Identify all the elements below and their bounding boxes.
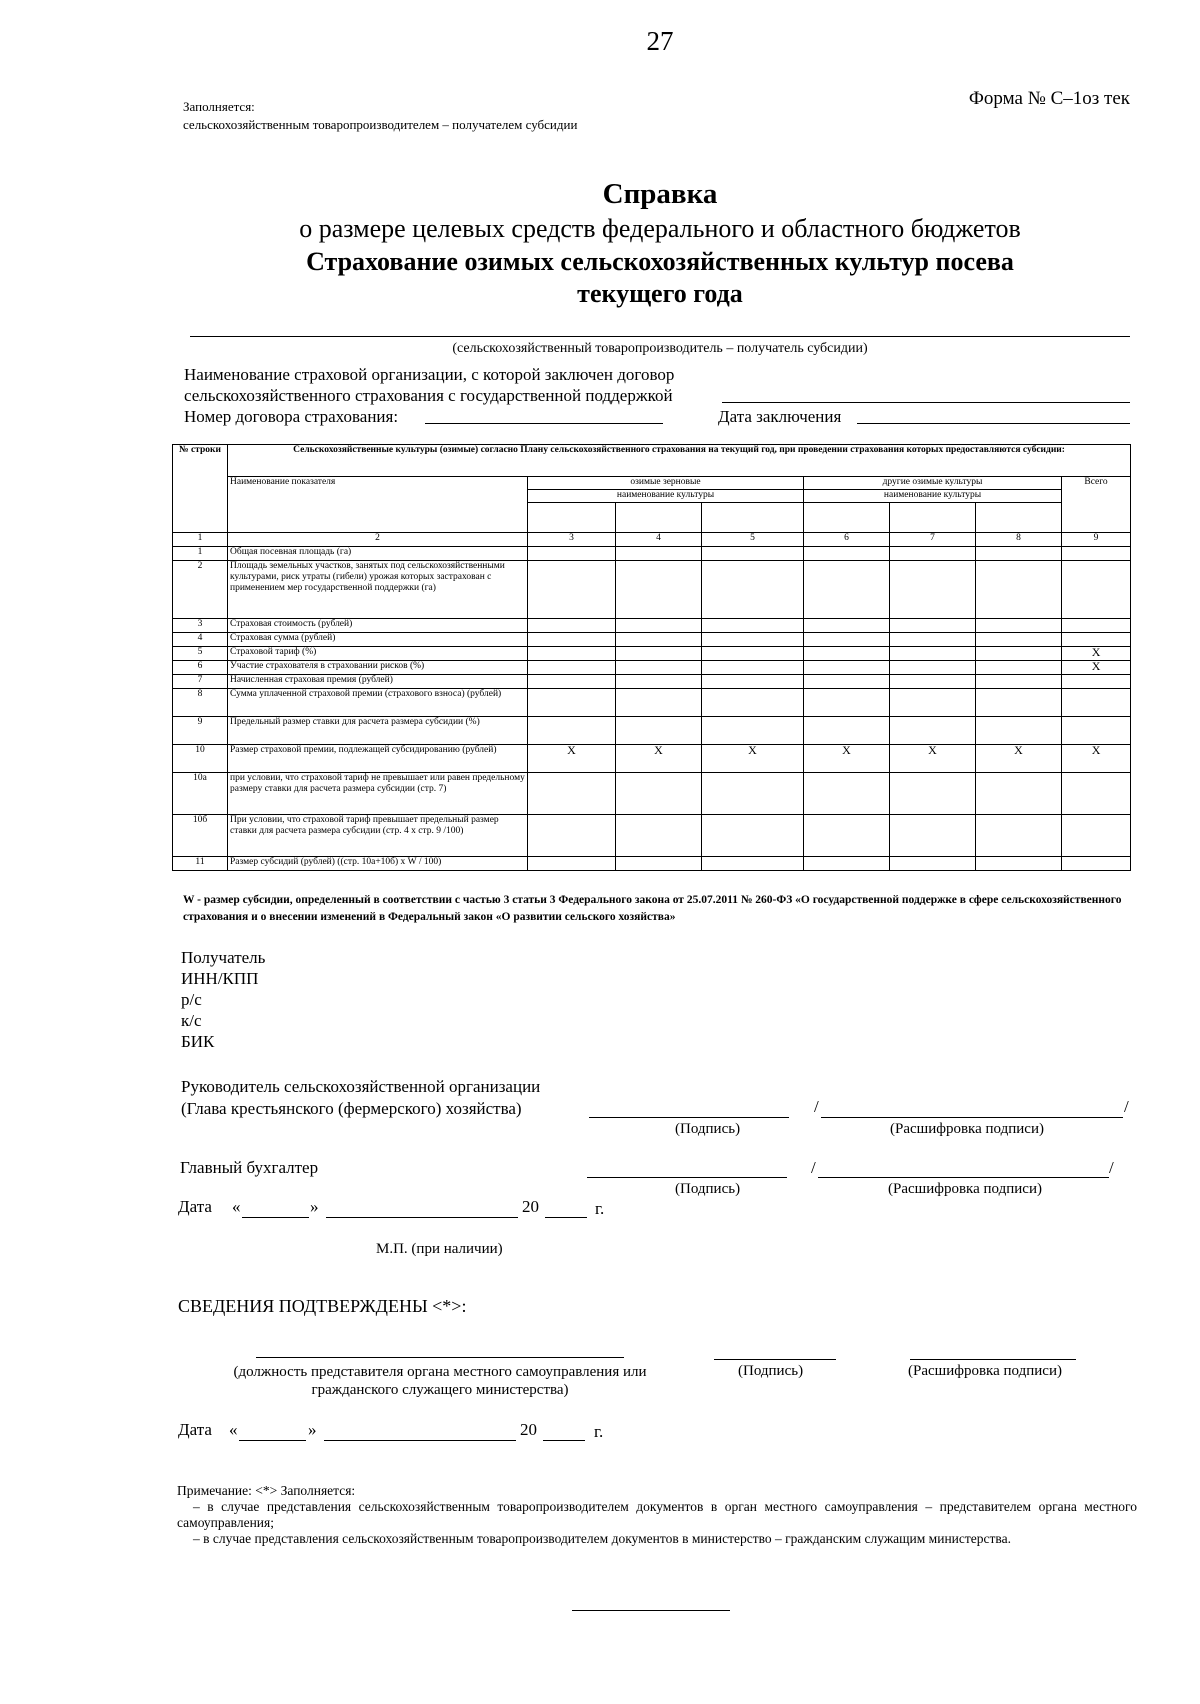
value-cell[interactable] (976, 773, 1062, 815)
date-label: Дата (178, 1197, 212, 1216)
row-number: 10а (173, 773, 228, 815)
quote-open: « (229, 1420, 238, 1439)
main-header: Сельскохозяйственные культуры (озимые) согласно Плану сельскохозяйственного страхования на текущий год, при проведении страхования которых предоставляются субсидии: (228, 445, 1131, 477)
value-cell[interactable] (890, 661, 976, 675)
crop-name-cell[interactable] (616, 503, 702, 533)
value-cell[interactable] (1062, 717, 1131, 745)
value-cell[interactable] (616, 689, 702, 717)
slash: / (1109, 1158, 1114, 1177)
row-number: 5 (173, 647, 228, 661)
value-cell[interactable] (804, 647, 890, 661)
value-cell[interactable] (1062, 857, 1131, 871)
value-cell[interactable]: Х (1062, 647, 1131, 661)
value-cell[interactable] (804, 561, 890, 619)
position-caption-1: (должность представителя органа местного самоуправления или (233, 1364, 647, 1380)
month-field[interactable] (324, 1440, 516, 1441)
value-cell[interactable] (616, 717, 702, 745)
column-number: 2 (228, 533, 528, 547)
page-number: 27 (646, 26, 674, 56)
crop-name-label-2: наименование культуры (804, 490, 1062, 503)
column-number: 7 (890, 533, 976, 547)
indicator-name: Сумма уплаченной страховой премии (страхового взноса) (рублей) (228, 689, 528, 717)
month-field[interactable] (326, 1217, 518, 1218)
accountant-signature-line[interactable] (587, 1177, 787, 1178)
insurer-label-1: Наименование страховой организации, с которой заключен договор (184, 365, 675, 384)
value-cell[interactable] (616, 773, 702, 815)
value-cell[interactable] (1062, 815, 1131, 857)
title-line4: текущего года (577, 279, 743, 308)
value-cell[interactable] (528, 857, 616, 871)
value-cell[interactable]: Х (528, 745, 616, 773)
slash: / (811, 1158, 816, 1177)
form-number: Форма № С–1оз тек (968, 88, 1130, 109)
column-number: 5 (702, 533, 804, 547)
value-cell[interactable] (528, 689, 616, 717)
contract-number-line[interactable] (425, 423, 663, 424)
value-cell[interactable] (976, 561, 1062, 619)
note-heading: Примечание: <*> Заполняется: (177, 1483, 356, 1498)
table-row (173, 675, 1131, 689)
column-number: 6 (804, 533, 890, 547)
table-row (173, 619, 1131, 633)
indicator-name: Участие страхователя в страховании рисков (%) (228, 661, 528, 675)
producer-caption: (сельскохозяйственный товаропроизводитель – получатель субсидии) (452, 341, 868, 356)
head-decoding-caption: (Расшифровка подписи) (890, 1121, 1044, 1137)
slash: / (814, 1097, 819, 1116)
confirmation-title: СВЕДЕНИЯ ПОДТВЕРЖДЕНЫ <*>: (178, 1296, 467, 1316)
value-cell[interactable] (976, 547, 1062, 561)
row-number: 7 (173, 675, 228, 689)
value-cell[interactable] (616, 857, 702, 871)
value-cell[interactable] (528, 773, 616, 815)
subsidy-table (172, 444, 1131, 871)
row-number: 4 (173, 633, 228, 647)
contract-date-line[interactable] (857, 423, 1130, 424)
value-cell[interactable] (1062, 619, 1131, 633)
confirm-signature-caption: (Подпись) (738, 1363, 804, 1379)
value-cell[interactable] (804, 547, 890, 561)
quote-close: » (310, 1197, 319, 1216)
indicator-name: Размер страховой премии, подлежащей субсидированию (рублей) (228, 745, 528, 773)
value-cell[interactable] (804, 661, 890, 675)
year-prefix: 20 (522, 1197, 539, 1216)
value-cell[interactable] (1062, 633, 1131, 647)
value-cell[interactable] (616, 815, 702, 857)
column-number: 3 (528, 533, 616, 547)
head-signature-caption: (Подпись) (675, 1121, 741, 1137)
value-cell[interactable] (702, 689, 804, 717)
value-cell[interactable] (702, 619, 804, 633)
confirm-decoding-line[interactable] (910, 1359, 1076, 1360)
confirm-decoding-caption: (Расшифровка подписи) (908, 1363, 1062, 1379)
crop-name-cell[interactable] (702, 503, 804, 533)
value-cell[interactable]: Х (702, 745, 804, 773)
value-cell[interactable] (976, 619, 1062, 633)
column-number: 8 (976, 533, 1062, 547)
value-cell[interactable] (804, 675, 890, 689)
indicator-name: Начисленная страховая премия (рублей) (228, 675, 528, 689)
end-divider (572, 1610, 730, 1611)
date-label: Дата (178, 1420, 212, 1439)
bank-details (181, 947, 265, 1052)
year-field[interactable] (545, 1217, 587, 1218)
table-row (173, 689, 1131, 717)
crop-name-cell[interactable] (528, 503, 616, 533)
indicator-name: при условии, что страховой тариф не превышает или равен предельному размеру ставки для расчета размера субсидии (стр. 7) (228, 773, 528, 815)
row-number: 6 (173, 661, 228, 675)
value-cell[interactable] (976, 647, 1062, 661)
fill-label: Заполняется: (183, 99, 255, 114)
producer-line[interactable] (190, 336, 1130, 337)
document-title (160, 176, 1160, 310)
value-cell[interactable] (890, 815, 976, 857)
value-cell[interactable] (702, 773, 804, 815)
crop-name-cell[interactable] (890, 503, 976, 533)
column-number: 4 (616, 533, 702, 547)
ks-label: к/с (181, 1011, 202, 1030)
inn-label: ИНН/КПП (181, 969, 259, 988)
value-cell[interactable] (890, 619, 976, 633)
bik-label: БИК (181, 1032, 215, 1051)
group-other-winter: другие озимые культуры (804, 477, 1062, 490)
value-cell[interactable]: Х (1062, 745, 1131, 773)
value-cell[interactable] (1062, 547, 1131, 561)
position-caption-2: гражданского служащего министерства) (311, 1382, 569, 1398)
indicator-name: Страховая стоимость (рублей) (228, 619, 528, 633)
accountant-decoding-line[interactable] (818, 1177, 1109, 1178)
head-label-1: Руководитель сельскохозяйственной организации (181, 1077, 541, 1096)
value-cell[interactable] (804, 717, 890, 745)
footnote-w: W - размер субсидии, определенный в соответствии с частью 3 статьи 3 Федерального закона от 25.07.2011 № 260-ФЗ «О государственной поддержке в сфере сельскохозяйственного страхования и о внесении изменений в Федеральный закон «О развитии сельского хозяйства» (183, 894, 1122, 923)
quote-open: « (232, 1197, 241, 1216)
year-prefix: 20 (520, 1420, 537, 1439)
value-cell[interactable] (1062, 675, 1131, 689)
value-cell[interactable] (616, 633, 702, 647)
row-number: 2 (173, 561, 228, 619)
value-cell[interactable] (976, 717, 1062, 745)
day-field[interactable] (239, 1440, 306, 1441)
table-row (173, 547, 1131, 561)
value-cell[interactable] (702, 815, 804, 857)
insurer-label-2: сельскохозяйственного страхования с государственной поддержкой (184, 386, 673, 405)
value-cell[interactable] (702, 857, 804, 871)
table-row (173, 661, 1131, 675)
insurer-line[interactable] (722, 402, 1130, 403)
value-cell[interactable] (616, 661, 702, 675)
indicator-name: Страховая сумма (рублей) (228, 633, 528, 647)
row-number: 10 (173, 745, 228, 773)
value-cell[interactable] (804, 689, 890, 717)
fill-by: сельскохозяйственным товаропроизводителем – получателем субсидии (183, 117, 578, 132)
row-number: 8 (173, 689, 228, 717)
contract-date-label: Дата заключения (718, 407, 842, 426)
value-cell[interactable] (702, 547, 804, 561)
indicator-name: Страховой тариф (%) (228, 647, 528, 661)
value-cell[interactable] (804, 619, 890, 633)
contract-number-label: Номер договора страхования: (184, 407, 399, 426)
value-cell[interactable]: Х (804, 745, 890, 773)
rs-label: р/с (181, 990, 202, 1009)
value-cell[interactable] (804, 857, 890, 871)
indicator-name: При условии, что страховой тариф превышает предельный размер ставки для расчета размера субсидии (стр. 4 х стр. 9 /100) (228, 815, 528, 857)
value-cell[interactable] (976, 815, 1062, 857)
column-number: 9 (1062, 533, 1131, 547)
column-number: 1 (173, 533, 228, 547)
value-cell[interactable] (528, 647, 616, 661)
head-decoding-line[interactable] (821, 1117, 1123, 1118)
table-row (173, 633, 1131, 647)
indicator-name: Площадь земельных участков, занятых под сельскохозяйственными культурами, риск утраты (гибели) урожая которых застрахован с применением мер государственной поддержки (га) (228, 561, 528, 619)
row-no-header: № строки (173, 445, 228, 533)
head-label-2: (Глава крестьянского (фермерского) хозяйства) (181, 1099, 522, 1118)
value-cell[interactable] (976, 661, 1062, 675)
value-cell[interactable]: Х (890, 745, 976, 773)
head-signature-line[interactable] (589, 1117, 789, 1118)
value-cell[interactable] (528, 717, 616, 745)
confirm-signature-line[interactable] (714, 1359, 836, 1360)
value-cell[interactable] (528, 619, 616, 633)
row-number: 3 (173, 619, 228, 633)
accountant-label: Главный бухгалтер (180, 1158, 319, 1177)
value-cell[interactable] (1062, 773, 1131, 815)
table-row (173, 773, 1131, 815)
row-number: 1 (173, 547, 228, 561)
value-cell[interactable] (976, 689, 1062, 717)
row-number: 11 (173, 857, 228, 871)
accountant-decoding-caption: (Расшифровка подписи) (888, 1181, 1042, 1197)
recipient-label: Получатель (181, 948, 266, 967)
value-cell[interactable] (890, 857, 976, 871)
year-field[interactable] (543, 1440, 585, 1441)
value-cell[interactable]: Х (1062, 661, 1131, 675)
value-cell[interactable] (804, 633, 890, 647)
value-cell[interactable] (616, 619, 702, 633)
value-cell[interactable] (616, 647, 702, 661)
table-row (173, 815, 1131, 857)
slash: / (1124, 1097, 1129, 1116)
value-cell[interactable] (616, 675, 702, 689)
title-line1: Справка (602, 178, 718, 210)
value-cell[interactable] (702, 661, 804, 675)
title-line2: о размере целевых средств федерального и областного бюджетов (299, 214, 1021, 243)
value-cell[interactable] (890, 547, 976, 561)
value-cell[interactable] (528, 547, 616, 561)
stamp-label: М.П. (при наличии) (376, 1241, 503, 1257)
table-row (173, 561, 1131, 619)
note-item-1: – в случае представления сельскохозяйственным товаропроизводителем документов в орган местного самоуправления – представителем органа местного самоуправления; (177, 1499, 1137, 1530)
indicator-header: Наименование показателя (228, 477, 528, 533)
value-cell[interactable] (890, 689, 976, 717)
value-cell[interactable] (528, 633, 616, 647)
value-cell[interactable] (890, 675, 976, 689)
value-cell[interactable] (702, 561, 804, 619)
value-cell[interactable] (976, 633, 1062, 647)
accountant-signature-caption: (Подпись) (675, 1181, 741, 1197)
value-cell[interactable] (528, 675, 616, 689)
total-header: Всего (1062, 477, 1131, 533)
title-line3: Страхование озимых сельскохозяйственных культур посева (306, 247, 1014, 276)
column-number-row (173, 533, 1131, 547)
value-cell[interactable] (890, 773, 976, 815)
value-cell[interactable] (528, 815, 616, 857)
row-number: 10б (173, 815, 228, 857)
value-cell[interactable] (702, 675, 804, 689)
value-cell[interactable] (616, 547, 702, 561)
position-line[interactable] (256, 1357, 624, 1358)
value-cell[interactable] (976, 675, 1062, 689)
indicator-name: Размер субсидий (рублей) ((стр. 10а+10б) х W / 100) (228, 857, 528, 871)
value-cell[interactable] (702, 633, 804, 647)
value-cell[interactable] (890, 717, 976, 745)
row-number: 9 (173, 717, 228, 745)
table-row (173, 717, 1131, 745)
fill-note (183, 98, 577, 134)
crop-name-label-1: наименование культуры (528, 490, 804, 503)
table-row (173, 857, 1131, 871)
value-cell[interactable] (890, 647, 976, 661)
value-cell[interactable] (1062, 689, 1131, 717)
value-cell[interactable] (528, 661, 616, 675)
value-cell[interactable] (1062, 561, 1131, 619)
year-suffix: г. (595, 1199, 605, 1218)
crop-name-cell[interactable] (804, 503, 890, 533)
value-cell[interactable] (528, 561, 616, 619)
value-cell[interactable] (976, 857, 1062, 871)
value-cell[interactable] (890, 561, 976, 619)
position-caption (180, 1363, 700, 1399)
year-suffix: г. (594, 1422, 604, 1441)
value-cell[interactable] (804, 773, 890, 815)
group-winter-grain: озимые зерновые (528, 477, 804, 490)
note-block (177, 1483, 1137, 1547)
note-item-2: – в случае представления сельскохозяйственным товаропроизводителем документов в министерство – гражданским служащим министерства. (193, 1531, 1011, 1546)
value-cell[interactable] (702, 717, 804, 745)
crop-name-cell[interactable] (976, 503, 1062, 533)
day-field[interactable] (242, 1217, 309, 1218)
quote-close: » (308, 1420, 317, 1439)
table-row (173, 745, 1131, 773)
value-cell[interactable]: Х (616, 745, 702, 773)
value-cell[interactable] (890, 633, 976, 647)
value-cell[interactable] (702, 647, 804, 661)
indicator-name: Предельный размер ставки для расчета размера субсидии (%) (228, 717, 528, 745)
value-cell[interactable] (616, 561, 702, 619)
table-row (173, 647, 1131, 661)
value-cell[interactable]: Х (976, 745, 1062, 773)
indicator-name: Общая посевная площадь (га) (228, 547, 528, 561)
value-cell[interactable] (804, 815, 890, 857)
